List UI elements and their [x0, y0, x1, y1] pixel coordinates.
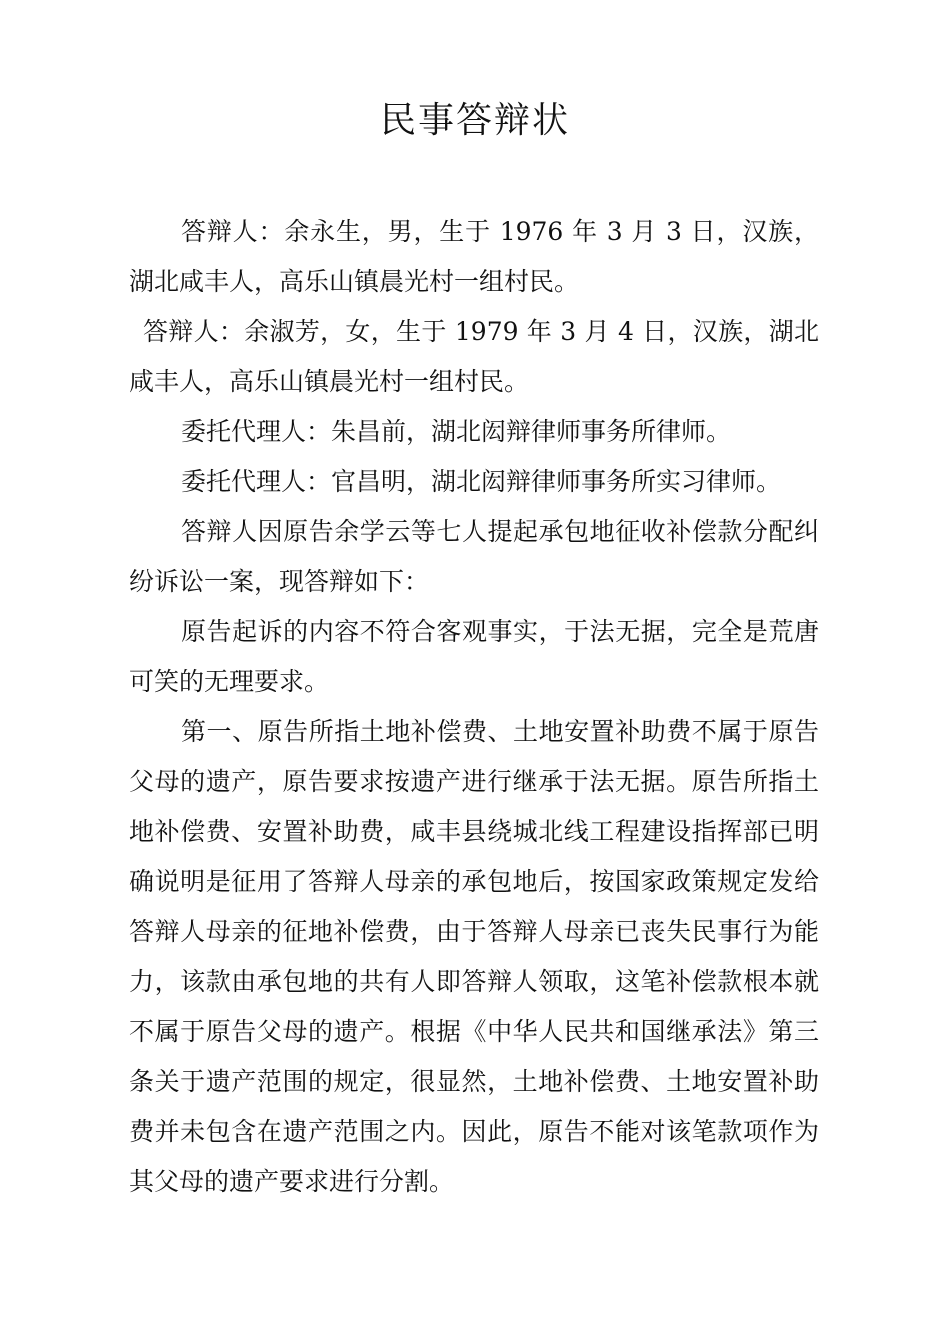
document-title: 民事答辩状 [379, 100, 570, 141]
case-intro-paragraph: 答辩人因原告余学云等七人提起承包地征收补偿款分配纠纷诉讼一案，现答辩如下： [129, 517, 819, 596]
document-body [129, 207, 819, 1207]
argument-1-paragraph: 第一、原告所指土地补偿费、土地安置补助费不属于原告父母的遗产，原告要求按遗产进行继承于法无据。原告所指土地补偿费、安置补助费，咸丰县绕城北线工程建设指挥部已明确说明是征用了答辩人母亲的承包地后，按国家政策规定发给答辩人母亲的征地补偿费，由于答辩人母亲已丧失民事行为能力，该款由承包地的共有人即答辩人领取，这笔补偿款根本就不属于原告父母的遗产。根据《中华人民共和国继承法》第三条关于遗产范围的规定，很显然，土地补偿费、土地安置补助费并未包含在遗产范围之内。因此，原告不能对该笔款项作为其父母的遗产要求进行分割。 [129, 717, 819, 1196]
agent-1-paragraph: 委托代理人：朱昌前，湖北闳辩律师事务所律师。 [181, 417, 732, 446]
respondent-2-paragraph: 答辩人：余淑芳，女，生于 1979 年 3 月 4 日，汉族，湖北咸丰人，高乐山镇晨光村一组村民。 [129, 317, 819, 396]
respondent-1-paragraph: 答辩人：余永生，男，生于 1976 年 3 月 3 日，汉族，湖北咸丰人，高乐山镇晨光村一组村民。 [129, 217, 819, 296]
summary-paragraph: 原告起诉的内容不符合客观事实，于法无据，完全是荒唐可笑的无理要求。 [129, 617, 819, 696]
agent-2-paragraph: 委托代理人：官昌明，湖北闳辩律师事务所实习律师。 [181, 467, 782, 496]
